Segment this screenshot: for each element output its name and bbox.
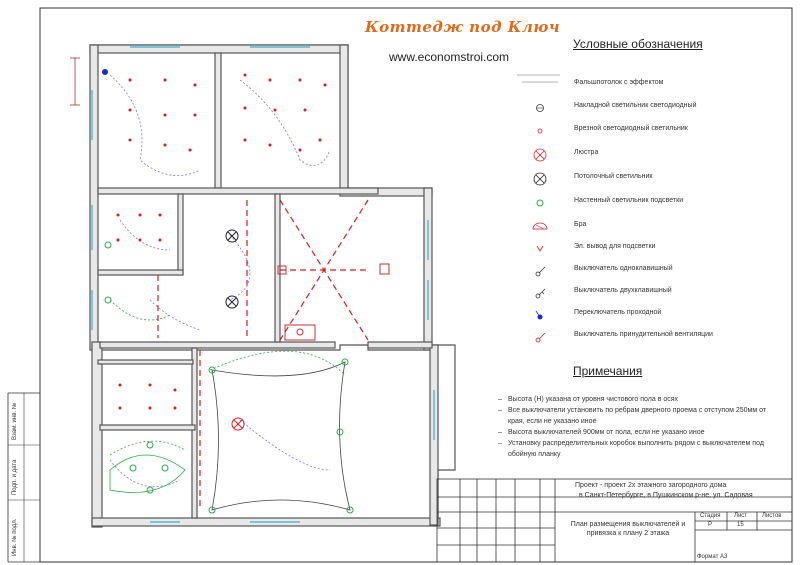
- stage-header: Стадия: [700, 513, 721, 519]
- legend-label: Выключатель принудительной вентиляции: [574, 331, 713, 338]
- side-label-a: Взам. инв. №: [12, 402, 18, 440]
- sheet-value: 15: [737, 522, 744, 528]
- legend-label: Выключатель одноклавишный: [574, 265, 673, 272]
- windows: [92, 47, 434, 522]
- legend-item: [522, 242, 782, 256]
- legend-item: [522, 196, 782, 210]
- blue-switch: [102, 69, 108, 75]
- legend-item: [522, 264, 782, 278]
- legend-label: Выключатель двухклавишный: [574, 287, 672, 294]
- legend-item: [522, 172, 782, 186]
- legend-item: [522, 308, 782, 322]
- legend-item: [522, 101, 782, 115]
- stage-value: Р: [708, 522, 713, 528]
- legend-item: [522, 330, 782, 344]
- legend-item: [522, 220, 782, 234]
- side-label-b: Подп. и дата: [12, 459, 18, 495]
- spotlight-line-icon: [522, 78, 562, 92]
- fan-switch-icon: [522, 330, 562, 344]
- legend-title: Условные обозначения: [573, 37, 703, 51]
- note-item: – Установку распределительных коробок выполнить рядом с выключателем под обойную планку: [498, 438, 778, 460]
- sconce-icon: [522, 220, 562, 234]
- notes-title: Примечания: [573, 364, 643, 378]
- ceiling-light-icon: [522, 101, 562, 115]
- notes-list: [498, 394, 778, 460]
- sheet-name: План размещения выключателей и привязка к плану 2 этажа: [570, 521, 686, 537]
- legend-item: [522, 148, 782, 162]
- recessed-light-icon: [522, 124, 562, 138]
- legend-item: [522, 286, 782, 300]
- wall-light-icon: [522, 196, 562, 210]
- legend-label: Переключатель проходной: [574, 309, 662, 316]
- note-item: – Высота (Н) указана от уровня чистового пола в осях: [498, 394, 778, 405]
- ceiling-lines: [158, 200, 368, 510]
- switch-double-icon: [522, 286, 562, 300]
- project-title: Проект - проект 2х этажного загородного дома: [575, 482, 727, 489]
- chandeliers: [232, 418, 244, 430]
- project-address: в Санкт-Петербурге, в Пушкинском р-не, ул. Садовая: [579, 492, 753, 499]
- legend-label: Настенный светильник подсветки: [574, 197, 684, 204]
- legend-label: Бра: [574, 221, 587, 228]
- chandelier-icon: [522, 148, 562, 162]
- green-lights: [105, 242, 353, 513]
- passthrough-switch-icon: [522, 308, 562, 322]
- format-label: Формат А3: [697, 554, 728, 560]
- sheet-header: Лист: [734, 513, 748, 519]
- switch-single-icon: [522, 264, 562, 278]
- brand-title: Коттедж под Ключ: [365, 18, 561, 36]
- legend-label: Врезной светодиодный светильник: [574, 125, 688, 132]
- wire-outlet-icon: [522, 242, 562, 256]
- legend-item: [522, 78, 782, 92]
- legend-item: [522, 124, 782, 138]
- legend-label: Люстра: [574, 149, 599, 156]
- note-item: – Все выключатели установить по ребрам дверного проема с отступом 250мм от края, если не указано иное: [498, 405, 778, 427]
- legend-label: Фальшпотолок с эффектом: [574, 79, 664, 86]
- sheets-header: Листов: [762, 513, 782, 519]
- legend-label: Накладной светильник светодиодный: [574, 102, 697, 109]
- site-url[interactable]: www.economstroi.com: [389, 50, 510, 64]
- legend-label: Эл. вывод для подсветки: [574, 243, 656, 250]
- legend-label: Потолочный светильник: [574, 173, 653, 180]
- side-label-c: Инв. № подл.: [12, 518, 18, 556]
- note-item: – Высота выключателей 900мм от пола, если не указано иное: [498, 427, 778, 438]
- pendant-light-icon: [522, 172, 562, 186]
